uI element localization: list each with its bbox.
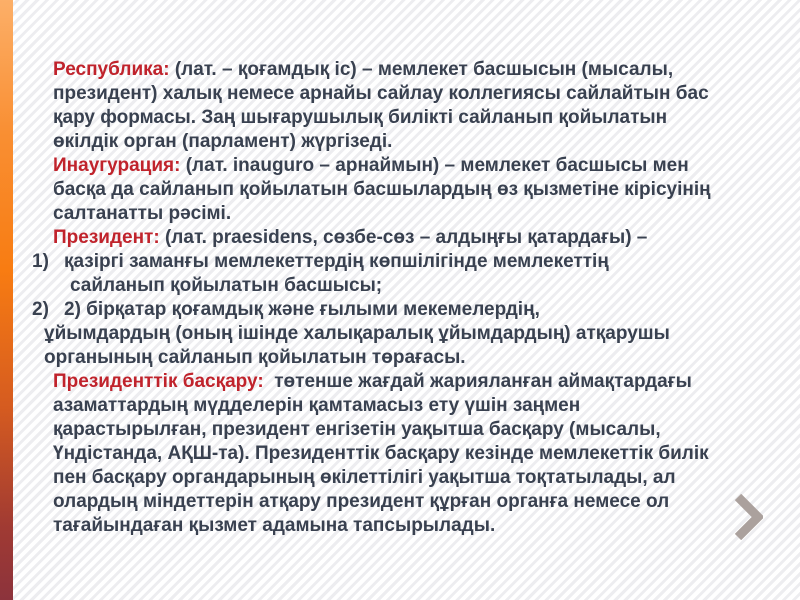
line-text: ұйымдардың (оның ішінде халықаралық ұйымдардың) атқарушы	[44, 323, 670, 344]
list-item-line	[0, 250, 790, 274]
line-text: олардың міндеттерін атқару президент құрған органға немесе ол	[53, 491, 670, 512]
text-line	[0, 370, 790, 394]
line-text: пен басқару органдарының өкілеттілігі уақытша тоқтатылады, ал	[53, 467, 676, 488]
text-line	[0, 442, 790, 466]
text-line	[0, 130, 790, 154]
line-text: сайланып қойылатын басшысы;	[70, 275, 383, 296]
line-text: (лат. – қоғамдық іс) – мемлекет басшысын (мысалы,	[169, 59, 674, 80]
slide-body-text	[0, 58, 790, 538]
line-text: қазіргі заманғы мемлекеттердің көпшілігінде мемлекеттің	[64, 251, 609, 272]
term-label: Президенттік басқару:	[53, 371, 264, 392]
line-text: 2) бірқатар қоғамдық және ғылыми мекемелердің,	[64, 299, 540, 320]
text-line	[0, 226, 790, 250]
list-number: 1)	[32, 251, 49, 272]
line-text: тағайындаған қызмет адамына тапсырылады.	[53, 515, 496, 536]
line-text: қарастырылған, президент енгізетін уақытша басқару (мысалы,	[53, 419, 661, 440]
line-text: өкілдік орган (парламент) жүргізеді.	[53, 131, 393, 152]
list-number: 2)	[32, 299, 49, 320]
line-text: төтенше жағдай жарияланған аймақтардағы	[263, 371, 692, 392]
term-label: Республика:	[53, 59, 170, 80]
list-item-line	[0, 346, 790, 370]
text-line	[0, 466, 790, 490]
line-text: басқа да сайланып қойылатын басшылардың өз қызметіне кірісуінің	[53, 179, 711, 200]
text-line	[0, 58, 790, 82]
text-line	[0, 490, 790, 514]
line-text: президент) халық немесе арнайы сайлау коллегиясы сайлайтын бас	[53, 83, 709, 104]
list-item-line	[0, 322, 790, 346]
line-text: органының сайланып қойылатын төрағасы.	[44, 347, 466, 368]
line-text: (лат. praesidens, сөзбе-сөз – алдыңғы қатардағы) –	[159, 227, 648, 248]
line-text: Үндістанда, АҚШ-та). Президенттік басқару кезінде мемлекеттік билік	[53, 443, 709, 464]
chevron-right-icon	[733, 494, 763, 540]
text-line	[0, 202, 790, 226]
text-line	[0, 154, 790, 178]
line-text: (лат. inauguro – арнаймын) – мемлекет басшысы мен	[180, 155, 689, 176]
text-line	[0, 82, 790, 106]
text-line	[0, 418, 790, 442]
list-item-line	[0, 298, 790, 322]
list-item-line	[0, 274, 790, 298]
line-text: салтанатты рәсімі.	[53, 203, 232, 224]
line-text: қару формасы. Заң шығарушылық билікті сайланып қойылатын	[53, 107, 668, 128]
term-label: Инаугурация:	[53, 155, 181, 176]
text-line	[0, 178, 790, 202]
line-text: азаматтардың мүдделерін қамтамасыз ету үшін заңмен	[53, 395, 581, 416]
term-label: Президент:	[53, 227, 160, 248]
text-line	[0, 514, 790, 538]
text-line	[0, 394, 790, 418]
text-line	[0, 106, 790, 130]
